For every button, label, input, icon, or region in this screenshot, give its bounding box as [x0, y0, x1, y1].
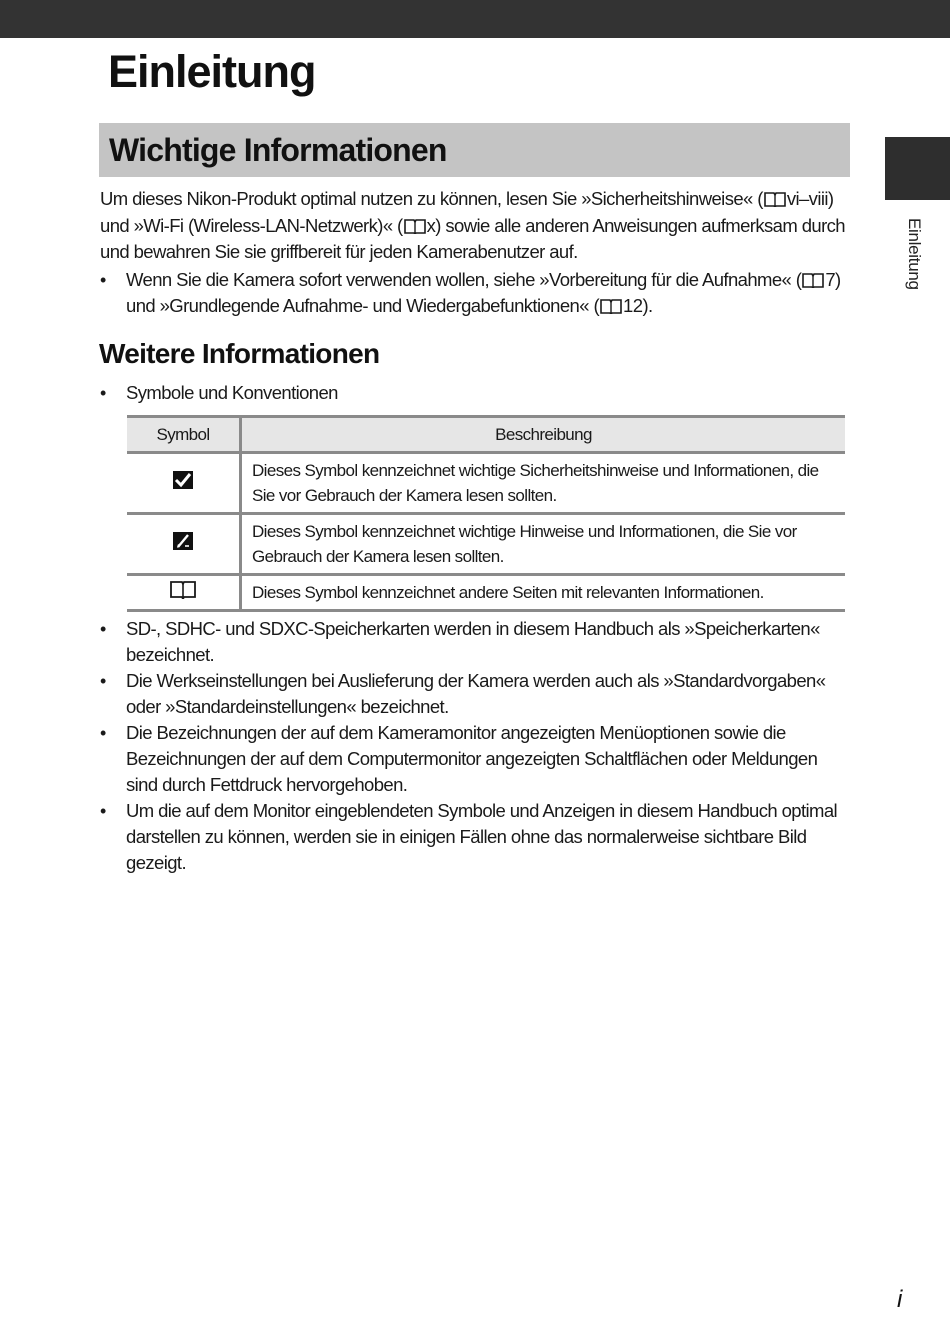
intro-ref-link-2[interactable]: x: [426, 214, 436, 236]
section1-bullet-list: [100, 267, 850, 319]
top-bar: [0, 0, 950, 38]
intro-text-3: ) sowie alle anderen Anweisungen aufmerksam durch und bewahren Sie sie griffbereit für jeden Kamerabenutzer auf.: [100, 214, 845, 262]
section-band: [99, 123, 850, 177]
intro-text-1: Um dieses Nikon-Produkt optimal nutzen zu können, lesen Sie »Sicherheitshinweise« (: [100, 188, 763, 209]
chapter-side-tab: [885, 137, 950, 200]
list-item: • Die Bezeichnungen der auf dem Kameramonitor angezeigten Menüoptionen sowie die Bezeichnungen der auf dem Computermonitor angezeigten Schaltflächen oder Meldungen sind durch Fettdruck hervorgehoben.: [100, 720, 850, 798]
table-row: [127, 514, 845, 575]
column-header-description: Beschreibung: [241, 417, 846, 453]
bullet-ref-link-2[interactable]: 12: [623, 295, 643, 316]
symbol-conventions-table: [127, 415, 845, 612]
symbol-cell: [127, 453, 241, 514]
bullet-text-3: ).: [642, 295, 653, 316]
table-header-row: [127, 417, 845, 453]
bullet-ref-link-1[interactable]: 7: [825, 269, 836, 290]
table-row: [127, 575, 845, 611]
bullet-text-1: Wenn Sie die Kamera sofort verwenden wollen, siehe »Vorbereitung für die Aufnahme« (: [126, 269, 802, 290]
checkmark-box-icon: [172, 475, 194, 494]
section2-intro-list: [100, 380, 850, 406]
bullet-text-2: ) und »Grundlegende Aufnahme- und Wiedergabefunktionen« (: [126, 269, 841, 316]
book-reference-icon: [600, 295, 622, 311]
pencil-note-icon: [172, 536, 194, 555]
book-reference-icon: [764, 188, 786, 204]
section-title-wichtige-informationen: Wichtige Informationen: [109, 132, 447, 168]
list-item: • Um die auf dem Monitor eingeblendeten Symbole und Anzeigen in diesem Handbuch optimal darstellen zu können, werden sie in einigen Fällen ohne das normalerweise sichtbare Bild gezeigt.: [100, 798, 850, 876]
table-row: [127, 453, 845, 514]
chapter-side-label: Einleitung: [905, 218, 924, 290]
chapter-title: Einleitung: [108, 46, 316, 97]
symbol-cell: [127, 514, 241, 575]
book-reference-icon: [802, 269, 824, 285]
page-number: i: [897, 1286, 903, 1313]
section-title-weitere-informationen: Weitere Informationen: [99, 338, 380, 369]
book-reference-icon: [404, 215, 426, 231]
book-reference-icon: [170, 584, 196, 603]
section2-bullet-list: [100, 616, 850, 876]
symbol-cell: [127, 575, 241, 611]
list-item: • Symbole und Konventionen: [100, 380, 850, 406]
description-cell: Dieses Symbol kennzeichnet wichtige Sicherheitshinweise und Informationen, die Sie vor Gebrauch der Kamera lesen sollten.: [241, 453, 846, 514]
list-item: [100, 267, 850, 319]
description-cell: Dieses Symbol kennzeichnet wichtige Hinweise und Informationen, die Sie vor Gebrauch der Kamera lesen sollten.: [241, 514, 846, 575]
column-header-symbol: Symbol: [127, 417, 241, 453]
description-cell: Dieses Symbol kennzeichnet andere Seiten mit relevanten Informationen.: [241, 575, 846, 611]
list-item: • SD-, SDHC- und SDXC-Speicherkarten werden in diesem Handbuch als »Speicherkarten« bezeichnet.: [100, 616, 850, 668]
intro-ref-link-1[interactable]: vi–viii: [786, 188, 828, 209]
intro-text-2: ) und »Wi-Fi (Wireless-LAN-Netzwerk)« (: [100, 188, 834, 236]
intro-paragraph: [100, 186, 845, 266]
list-item: • Die Werkseinstellungen bei Auslieferung der Kamera werden auch als »Standardvorgaben« oder »Standardeinstellungen« bezeichnet.: [100, 668, 850, 720]
